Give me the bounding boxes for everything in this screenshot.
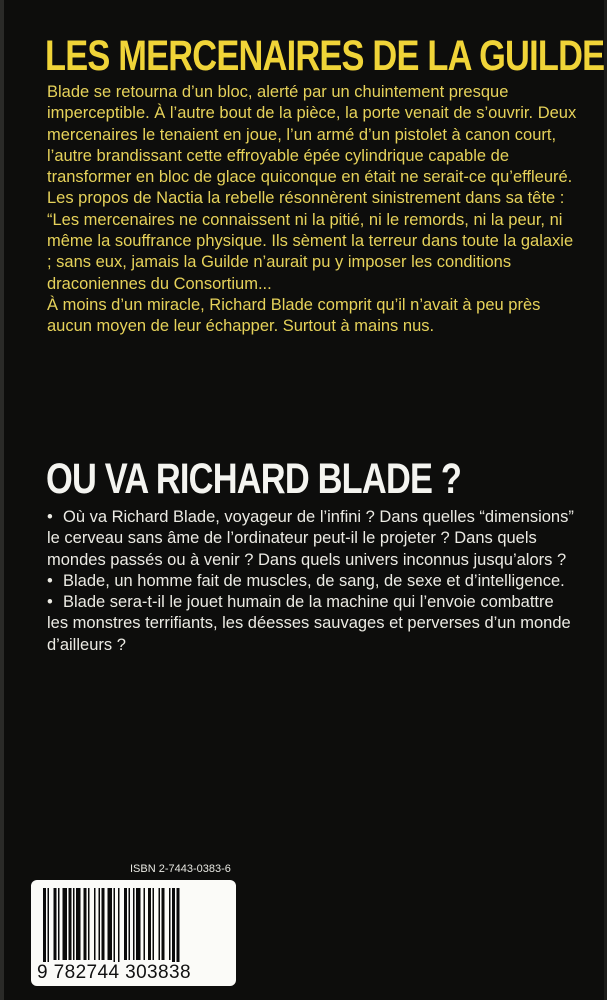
barcode-bar <box>108 888 113 960</box>
barcode-bar <box>54 888 57 960</box>
bullet-icon: • <box>47 571 53 590</box>
barcode-bar <box>69 888 72 960</box>
barcode-bar <box>102 888 105 960</box>
isbn-label: ISBN 2-7443-0383-6 <box>130 863 231 875</box>
barcode-bar <box>172 888 175 962</box>
bullet-text: Blade, un homme fait de muscles, de sang, de sexe et d’intelligence. <box>63 571 565 590</box>
bullet-text: Blade sera-t-il le jouet humain de la machine qui l’envoie combattre les monstres terrifiants, les déesses sauvages et perverses d’un monde d’ailleurs ? <box>47 593 571 654</box>
barcode-bar <box>63 888 68 960</box>
barcode-bar <box>73 888 75 960</box>
list-item <box>47 592 577 656</box>
barcode-digits: 9 782744 303838 <box>37 962 191 983</box>
bullet-icon: • <box>47 593 53 612</box>
bullet-list <box>47 507 577 656</box>
barcode-bar <box>48 888 50 962</box>
blurb-paragraph: Les propos de Nactia la rebelle résonnèrent sinistrement dans sa tête : “Les mercenaires ne connaissent ni la pitié, ni le remords, ni la peur, ni même la souffrance physique. Ils sèment la terreur dans toute la galaxie ; sans eux, jamais la Guilde n’aurait pu y imposer les conditions draconiennes du Consortium... <box>47 189 574 293</box>
barcode-bar <box>148 888 151 960</box>
barcode-bars <box>31 880 236 962</box>
barcode-bar <box>136 888 141 960</box>
barcode-bar <box>159 888 161 960</box>
barcode-bar <box>162 888 165 960</box>
list-item <box>47 571 577 592</box>
blurb-text <box>47 82 577 338</box>
barcode-bar <box>153 888 155 960</box>
barcode-bar <box>177 888 180 962</box>
barcode-bar <box>88 888 90 960</box>
barcode-bar <box>129 888 131 960</box>
barcode-bar <box>133 888 135 960</box>
barcode-bar <box>84 888 87 960</box>
bullet-icon: • <box>47 508 53 526</box>
bullet-text: Où va Richard Blade, voyageur de l’infini ? Dans quelles “dimensions” le cerveau sans âme de l’ordinateur peut-il le projeter ? Dans quels mondes passés ou à venir ? Dans quels univers inconnus jusqu’alors ? <box>47 508 574 569</box>
barcode-bar <box>124 888 127 960</box>
list-item <box>47 507 577 571</box>
barcode-bar <box>43 888 46 962</box>
barcode-bar <box>99 888 101 960</box>
blurb-paragraph: À moins d’un miracle, Richard Blade comprit qu’il n’avait à peu près aucun moyen de leur échapper. Surtout à mains nus. <box>47 295 541 336</box>
barcode-bar <box>144 888 146 960</box>
barcode-bar <box>94 888 96 960</box>
barcode-bar <box>169 888 171 960</box>
series-heading: OU VA RICHARD BLADE ? <box>46 455 462 503</box>
barcode-bar <box>114 888 116 962</box>
book-title: LES MERCENAIRES DE LA GUILDE <box>45 32 605 80</box>
blurb-paragraph: Blade se retourna d’un bloc, alerté par un chuintement presque imperceptible. À l’autre bout de la pièce, la porte venait de s’ouvrir. Deux mercenaires le tenaient en joue, l’un armé d’un pistolet à canon court, l’autre brandissant cette effroyable épée cylindrique capable de transformer en bloc de glace quiconque en était ne serait-ce qu’effleuré. <box>47 83 577 187</box>
barcode-bar <box>76 888 81 960</box>
barcode <box>31 880 236 986</box>
barcode-bar <box>118 888 120 962</box>
barcode-bar <box>58 888 60 960</box>
